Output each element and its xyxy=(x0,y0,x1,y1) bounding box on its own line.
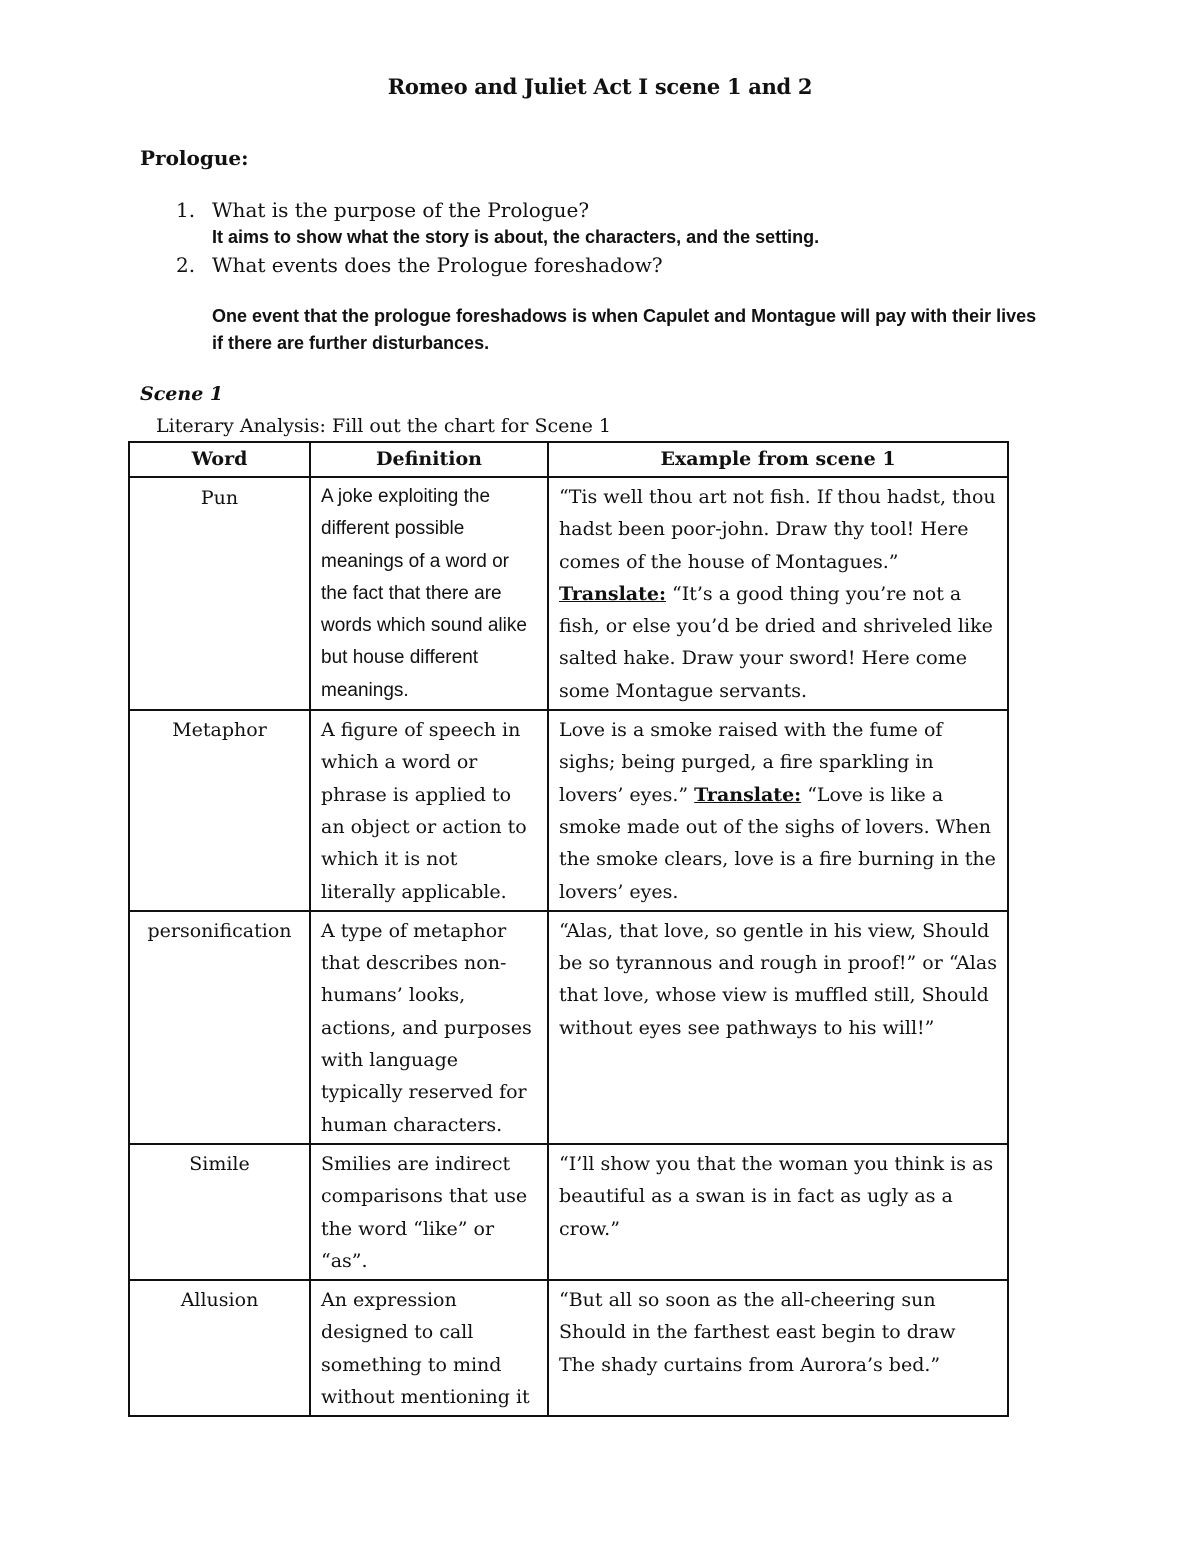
metaphor-translate-label: Translate: xyxy=(694,783,802,806)
row-metaphor-definition: A figure of speech in which a word or phrase is applied to an object or action to which it is not literally applicable. xyxy=(310,710,548,911)
row-allusion-example: “But all so soon as the all-cheering sun Should in the farthest east begin to draw The shady curtains from Aurora’s bed.” xyxy=(548,1280,1008,1416)
metaphor-example-quote: Love is a smoke raised with the fume of sighs; being purged, a fire sparkling in lovers’ eyes.” xyxy=(559,719,943,806)
header-definition: Definition xyxy=(310,442,548,477)
question-1-number: 1. xyxy=(176,198,196,222)
row-simile-example: “I’ll show you that the woman you think is as beautiful as a swan is in fact as ugly as a crow.” xyxy=(548,1144,1008,1280)
question-2-text: What events does the Prologue foreshadow? xyxy=(212,253,663,277)
pun-example-quote: “Tis well thou art not fish. If thou hadst, thou hadst been poor-john. Draw thy tool! Here comes of the house of Montagues.” xyxy=(559,486,996,573)
table-row xyxy=(129,710,1008,911)
table-row xyxy=(129,911,1008,1144)
chart-header-row xyxy=(129,442,1008,477)
scene-1-heading: Scene 1 xyxy=(140,383,224,405)
document-title: Romeo and Juliet Act I scene 1 and 2 xyxy=(387,74,813,99)
row-simile-word: Simile xyxy=(129,1144,310,1280)
question-2 xyxy=(176,253,663,277)
row-allusion-word: Allusion xyxy=(129,1280,310,1416)
row-personification-definition: A type of metaphor that describes non-humans’ looks, actions, and purposes with language typically reserved for human characters. xyxy=(310,911,548,1144)
table-row xyxy=(129,1144,1008,1280)
prologue-heading: Prologue: xyxy=(140,146,249,170)
answer-1: It aims to show what the story is about, the characters, and the setting. xyxy=(212,227,820,247)
answer-2-line-2: if there are further disturbances. xyxy=(212,333,490,353)
chart-instruction: Literary Analysis: Fill out the chart for Scene 1 xyxy=(156,415,611,437)
row-pun-example xyxy=(548,477,1008,710)
question-1 xyxy=(176,198,589,222)
header-example: Example from scene 1 xyxy=(548,442,1008,477)
table-row xyxy=(129,477,1008,710)
row-personification-word: personification xyxy=(129,911,310,1144)
answer-2-line-1: One event that the prologue foreshadows is when Capulet and Montague will pay with their lives xyxy=(212,306,1037,326)
row-pun-word: Pun xyxy=(129,477,310,710)
pun-translate-label: Translate: xyxy=(559,582,666,605)
row-pun-definition: A joke exploiting the different possible meanings of a word or the fact that there are words which sound alike but house different meanings. xyxy=(310,477,548,710)
row-allusion-definition: An expression designed to call something to mind without mentioning it xyxy=(310,1280,548,1416)
question-2-number: 2. xyxy=(176,253,196,277)
literary-analysis-chart xyxy=(128,441,1009,1417)
row-metaphor-example xyxy=(548,710,1008,911)
row-personification-example: “Alas, that love, so gentle in his view, Should be so tyrannous and rough in proof!” or “Alas that love, whose view is muffled still, Should without eyes see pathways to his will!” xyxy=(548,911,1008,1144)
table-row xyxy=(129,1280,1008,1416)
metaphor-example-translation: “Love is like a smoke made out of the sighs of lovers. When the smoke clears, love is a fire burning in the lovers’ eyes. xyxy=(559,783,996,903)
pun-example-translation: “It’s a good thing you’re not a fish, or else you’d be dried and shriveled like salted hake. Draw your sword! Here come some Montague servants. xyxy=(559,582,993,702)
row-metaphor-word: Metaphor xyxy=(129,710,310,911)
row-simile-definition: Smilies are indirect comparisons that use the word “like” or “as”. xyxy=(310,1144,548,1280)
question-1-text: What is the purpose of the Prologue? xyxy=(212,198,590,222)
header-word: Word xyxy=(129,442,310,477)
answer-2 xyxy=(212,303,1036,357)
